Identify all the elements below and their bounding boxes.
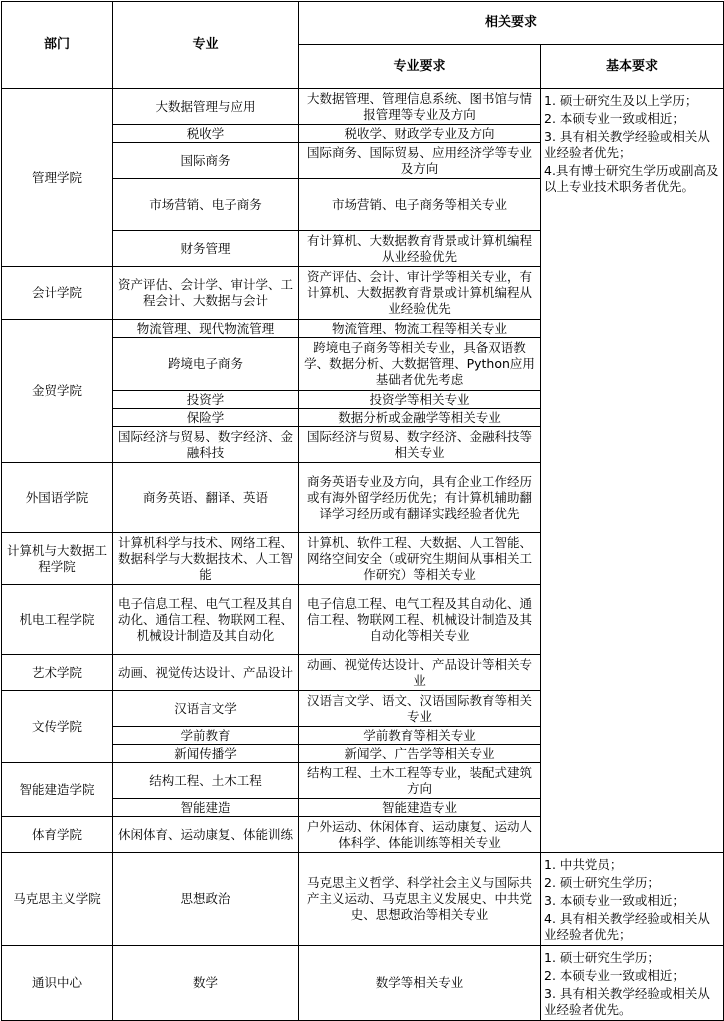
major-cell: 大数据管理与应用 [113, 89, 299, 125]
dept-cell: 外国语学院 [2, 463, 113, 533]
major-cell: 保险学 [113, 409, 299, 427]
major-cell: 国际商务 [113, 143, 299, 179]
dept-cell: 会计学院 [2, 267, 113, 320]
req-cell: 智能建造专业 [299, 799, 541, 817]
major-cell: 学前教育 [113, 727, 299, 745]
basic-req-item: 1. 硕士研究生学历； [544, 950, 660, 965]
req-cell: 学前教育等相关专业 [299, 727, 541, 745]
req-cell: 物流管理、物流工程等相关专业 [299, 320, 541, 338]
basic-req-item: 2. 硕士研究生学历； [544, 875, 660, 890]
req-cell: 国际商务、国际贸易、应用经济学等专业及方向 [299, 143, 541, 179]
header-basic-req: 基本要求 [541, 45, 724, 89]
req-cell: 市场营销、电子商务等相关专业 [299, 179, 541, 231]
major-cell: 市场营销、电子商务 [113, 179, 299, 231]
req-cell: 有计算机、大数据教育背景或计算机编程从业经验优先 [299, 231, 541, 267]
basic-req-item: 3. 具有相关教学经验或相关从业经验者优先； [544, 129, 710, 160]
dept-cell: 机电工程学院 [2, 585, 113, 655]
table-row [2, 89, 724, 125]
major-cell: 动画、视觉传达设计、产品设计 [113, 655, 299, 691]
major-cell: 新闻传播学 [113, 745, 299, 763]
req-cell: 马克思主义哲学、科学社会主义与国际共产主义运动、马克思主义发展史、中共党史、思想政治等相关专业 [299, 853, 541, 946]
req-cell: 户外运动、休闲体育、运动康复、运动人体科学、体能训练等相关专业 [299, 817, 541, 853]
dept-cell: 计算机与大数据工程学院 [2, 533, 113, 585]
major-cell: 结构工程、土木工程 [113, 763, 299, 799]
major-cell: 资产评估、会计学、审计学、工程会计、大数据与会计 [113, 267, 299, 320]
basic-req-item: 4. 具有相关教学经验或相关从业经验者优先； [544, 911, 710, 942]
major-cell: 物流管理、现代物流管理 [113, 320, 299, 338]
basic-req-item: 2. 本硕专业一致或相近； [544, 968, 685, 983]
major-cell: 国际经济与贸易、数字经济、金融科技 [113, 427, 299, 463]
basic-req-item: 3. 本硕专业一致或相近； [544, 893, 685, 908]
req-cell: 新闻学、广告学等相关专业 [299, 745, 541, 763]
basic-req-item: 1. 硕士研究生及以上学历； [544, 93, 698, 108]
req-cell: 资产评估、会计、审计学等相关专业，有计算机、大数据教育背景或计算机编程从业经验优先 [299, 267, 541, 320]
dept-cell: 体育学院 [2, 817, 113, 853]
req-cell: 跨境电子商务等相关专业，具备双语教学、数据分析、大数据管理、Python应用基础者优先考虑 [299, 338, 541, 391]
req-cell: 结构工程、土木工程等专业，装配式建筑方向 [299, 763, 541, 799]
dept-cell: 管理学院 [2, 89, 113, 267]
req-cell: 数学等相关专业 [299, 946, 541, 1021]
req-cell: 商务英语专业及方向，具有企业工作经历或有海外留学经历优先；有计算机辅助翻译学习经历或有翻译实践经验者优先 [299, 463, 541, 533]
basic-req-cell-1 [541, 89, 724, 853]
table-row [2, 946, 724, 1021]
dept-cell: 马克思主义学院 [2, 853, 113, 946]
req-cell: 大数据管理、管理信息系统、图书馆与情报管理等专业及方向 [299, 89, 541, 125]
major-cell: 思想政治 [113, 853, 299, 946]
recruitment-table [1, 1, 724, 1021]
major-cell: 智能建造 [113, 799, 299, 817]
major-cell: 财务管理 [113, 231, 299, 267]
basic-req-item: 1. 中共党员； [544, 857, 623, 872]
major-cell: 休闲体育、运动康复、体能训练 [113, 817, 299, 853]
major-cell: 投资学 [113, 391, 299, 409]
major-cell: 商务英语、翻译、英语 [113, 463, 299, 533]
table-row [2, 853, 724, 946]
header-dept: 部门 [2, 2, 113, 89]
req-cell: 电子信息工程、电气工程及其自动化、通信工程、物联网工程、机械设计制造及其自动化等相关专业 [299, 585, 541, 655]
major-cell: 计算机科学与技术、网络工程、数据科学与大数据技术、人工智能 [113, 533, 299, 585]
req-cell: 税收学、财政学专业及方向 [299, 125, 541, 143]
req-cell: 汉语言文学、语文、汉语国际教育等相关专业 [299, 691, 541, 727]
basic-req-item: 4.具有博士研究生学历或副高及以上专业技术职务者优先。 [544, 163, 719, 194]
dept-cell: 智能建造学院 [2, 763, 113, 817]
major-cell: 税收学 [113, 125, 299, 143]
header-related: 相关要求 [299, 2, 724, 45]
header-major: 专业 [113, 2, 299, 89]
major-cell: 电子信息工程、电气工程及其自动化、通信工程、物联网工程、机械设计制造及其自动化 [113, 585, 299, 655]
req-cell: 国际经济与贸易、数字经济、金融科技等相关专业 [299, 427, 541, 463]
req-cell: 投资学等相关专业 [299, 391, 541, 409]
header-major-req: 专业要求 [299, 45, 541, 89]
dept-cell: 艺术学院 [2, 655, 113, 691]
req-cell: 动画、视觉传达设计、产品设计等相关专业 [299, 655, 541, 691]
basic-req-cell-2 [541, 853, 724, 946]
basic-req-item: 3. 具有相关教学经验或相关从业经验者优先。 [544, 986, 710, 1017]
dept-cell: 文传学院 [2, 691, 113, 763]
dept-cell: 金贸学院 [2, 320, 113, 463]
basic-req-cell-3 [541, 946, 724, 1021]
req-cell: 计算机、软件工程、大数据、人工智能、网络空间安全（或研究生期间从事相关工作研究）等相关专业 [299, 533, 541, 585]
major-cell: 数学 [113, 946, 299, 1021]
req-cell: 数据分析或金融学等相关专业 [299, 409, 541, 427]
dept-cell: 通识中心 [2, 946, 113, 1021]
major-cell: 汉语言文学 [113, 691, 299, 727]
major-cell: 跨境电子商务 [113, 338, 299, 391]
basic-req-item: 2. 本硕专业一致或相近； [544, 111, 685, 126]
